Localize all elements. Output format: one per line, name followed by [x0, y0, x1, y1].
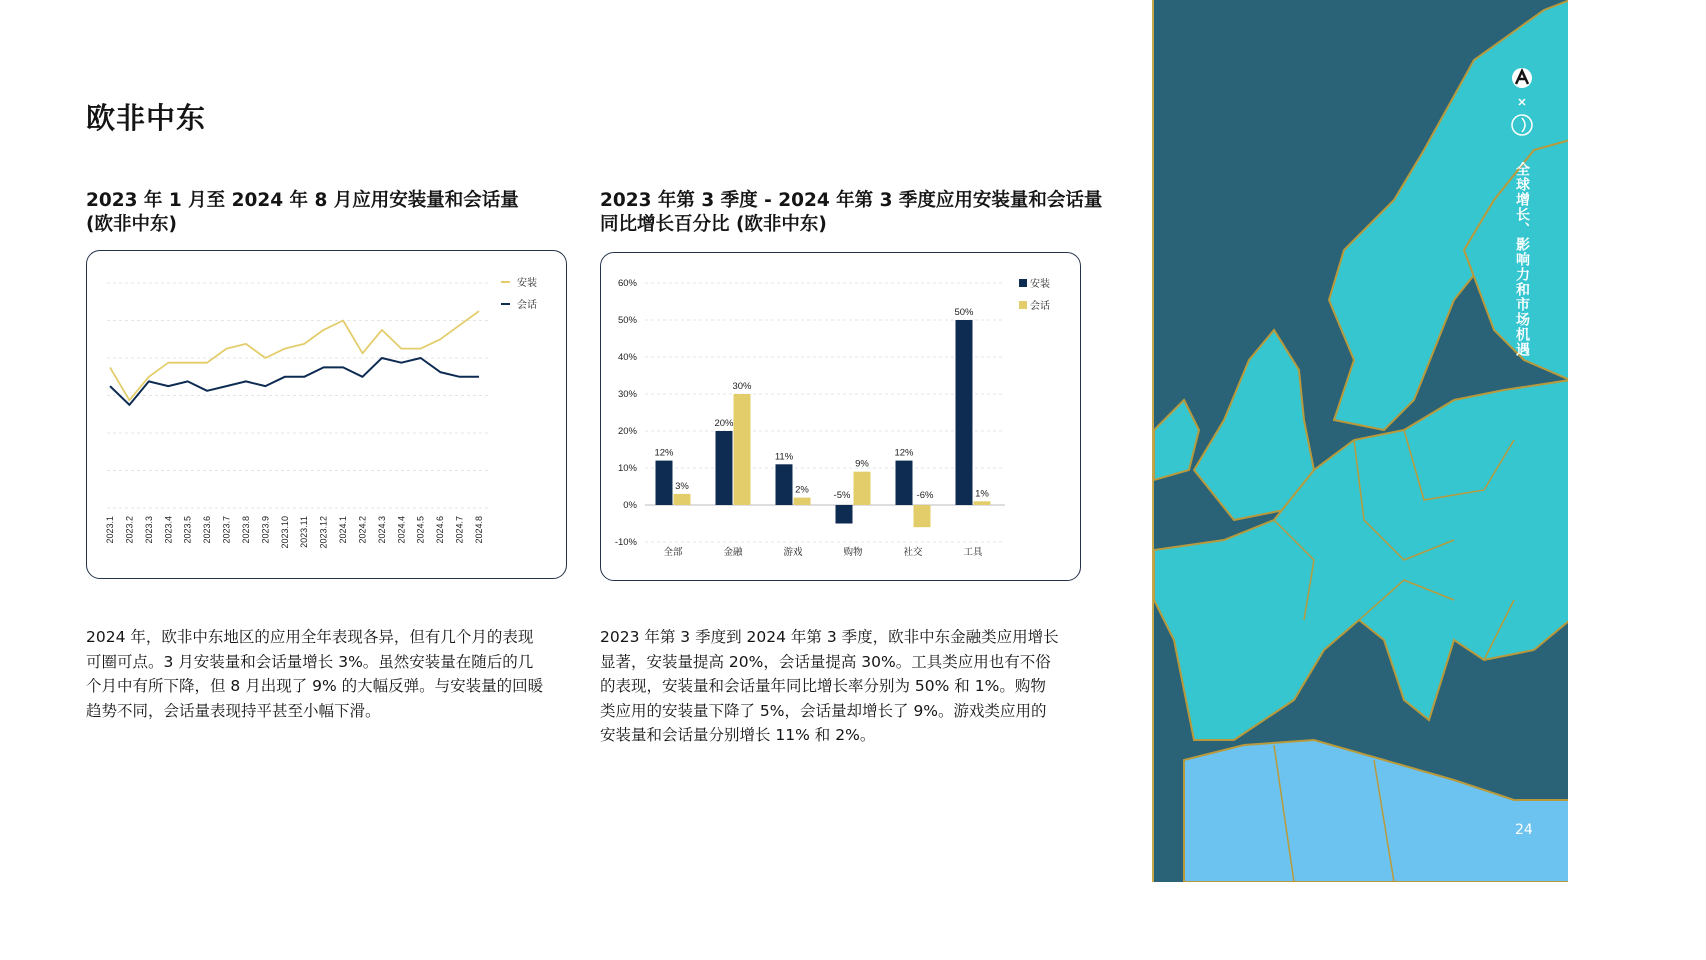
data-label: 50%	[954, 307, 974, 318]
x-tick-label: 2023.6	[202, 516, 213, 544]
y-tick-label: -10%	[614, 537, 637, 548]
category-label: 游戏	[783, 547, 803, 558]
data-label: 1%	[975, 488, 989, 500]
description-line: 安装量和会话量分别增长 11% 和 2%。	[600, 726, 876, 744]
category-label: 购物	[843, 547, 863, 558]
x-tick-label: 2024.2	[357, 516, 368, 544]
bar-install	[716, 431, 733, 505]
y-tick-label: 50%	[617, 315, 637, 326]
x-tick-label: 2023.4	[163, 516, 174, 544]
x-tick-label: 2023.9	[260, 516, 271, 544]
x-tick-label: 2024.4	[396, 516, 407, 544]
legend-swatch	[1019, 279, 1027, 287]
line-chart	[87, 251, 568, 580]
legend-label: 安装	[517, 278, 537, 289]
legend-label: 安装	[1030, 279, 1050, 290]
description-line: 2024 年，欧非中东地区的应用全年表现各异，但有几个月的表现	[86, 628, 534, 646]
data-label: -6%	[916, 490, 934, 501]
x-tick-label: 2023.10	[279, 516, 290, 549]
y-tick-label: 10%	[617, 463, 637, 474]
x-tick-label: 2024.3	[376, 516, 387, 544]
legend-label: 会话	[1030, 301, 1050, 312]
x-tick-label: 2023.11	[299, 516, 310, 548]
bar-install	[656, 461, 673, 505]
category-label: 社交	[903, 547, 923, 558]
x-tick-label: 2024.5	[415, 516, 426, 544]
y-tick-label: 40%	[617, 352, 637, 363]
x-tick-label: 2024.8	[474, 516, 484, 544]
y-tick-label: 20%	[617, 426, 637, 437]
x-tick-label: 2023.3	[143, 516, 154, 544]
category-label: 全部	[663, 547, 683, 558]
bar-chart	[601, 253, 1082, 582]
data-label: -5%	[833, 490, 851, 501]
line-chart-card	[86, 250, 567, 579]
bar-chart-card	[600, 252, 1081, 581]
page-number: 24	[1515, 822, 1533, 838]
chart1-title-line-2: (欧非中东)	[86, 214, 177, 235]
europe-map-panel	[1152, 0, 1568, 882]
x-tick-label: 2023.2	[124, 516, 135, 544]
category-label: 金融	[723, 547, 743, 558]
x-tick-label: 2023.8	[240, 516, 251, 544]
y-tick-label: 0%	[623, 500, 637, 511]
description-line: 个月中有所下降，但 8 月出现了 9% 的大幅反弹。与安装量的回暖	[86, 677, 544, 695]
data-label: 3%	[675, 480, 689, 492]
x-tick-label: 2023.12	[318, 516, 329, 549]
bar-chart-description	[600, 625, 1080, 748]
data-label: 11%	[774, 451, 794, 463]
chart1-title-line-1: 2023 年 1 月至 2024 年 8 月应用安装量和会话量	[86, 190, 519, 211]
report-section-title: 全球增长、影响力和市场机遇	[1514, 162, 1530, 357]
legend-label: 会话	[517, 300, 537, 311]
bar-session	[794, 498, 811, 505]
data-label: 2%	[795, 484, 809, 496]
description-line: 2023 年第 3 季度到 2024 年第 3 季度，欧非中东金融类应用增长	[600, 628, 1059, 646]
chart2-title	[600, 189, 1102, 237]
category-label: 工具	[963, 547, 983, 558]
x-tick-label: 2023.1	[105, 516, 115, 544]
x-tick-label: 2023.5	[182, 516, 193, 544]
bar-install	[836, 505, 853, 524]
line-chart-description	[86, 625, 566, 723]
x-tick-label: 2024.7	[454, 516, 465, 544]
ireland-landmass	[1154, 400, 1199, 480]
x-tick-label: 2024.1	[338, 516, 349, 544]
bar-install	[776, 464, 793, 505]
description-line: 类应用的安装量下降了 5%，会话量却增长了 9%。游戏类应用的	[600, 701, 1047, 720]
description-line: 可圈可点。3 月安装量和会话量增长 3%。虽然安装量在随后的几	[86, 652, 534, 671]
data-label: 12%	[894, 447, 914, 459]
data-label: 9%	[855, 458, 869, 470]
x-tick-label: 2024.6	[435, 516, 446, 544]
data-label: 30%	[732, 381, 752, 392]
series-line-install	[110, 311, 479, 400]
legend-swatch	[1019, 301, 1027, 309]
data-label: 20%	[714, 418, 734, 429]
bar-install	[956, 320, 973, 505]
africa-landmass	[1184, 740, 1568, 882]
x-tick-label: 2023.7	[221, 516, 232, 544]
bar-session	[974, 501, 991, 505]
bar-session	[734, 394, 751, 505]
description-line: 显著，安装量提高 20%，会话量提高 30%。工具类应用也有不俗	[600, 652, 1051, 671]
chart2-title-line-1: 2023 年第 3 季度 - 2024 年第 3 季度应用安装量和会话量	[600, 190, 1103, 211]
europe-map-illustration	[1154, 0, 1568, 882]
bar-session	[914, 505, 931, 527]
chart1-title	[86, 189, 519, 237]
y-tick-label: 60%	[617, 278, 637, 289]
y-tick-label: 30%	[617, 389, 637, 400]
data-label: 12%	[654, 447, 674, 459]
description-line: 趋势不同，会话量表现持平甚至小幅下滑。	[86, 701, 381, 720]
bar-session	[674, 494, 691, 505]
brand-logo-icon	[1508, 66, 1536, 146]
chart2-title-line-2: 同比增长百分比 (欧非中东)	[600, 214, 827, 235]
page-title: 欧非中东	[86, 101, 207, 135]
bar-session	[854, 472, 871, 505]
description-line: 的表现，安装量和会话量年同比增长率分别为 50% 和 1%。购物	[600, 677, 1046, 695]
bar-install	[896, 461, 913, 505]
